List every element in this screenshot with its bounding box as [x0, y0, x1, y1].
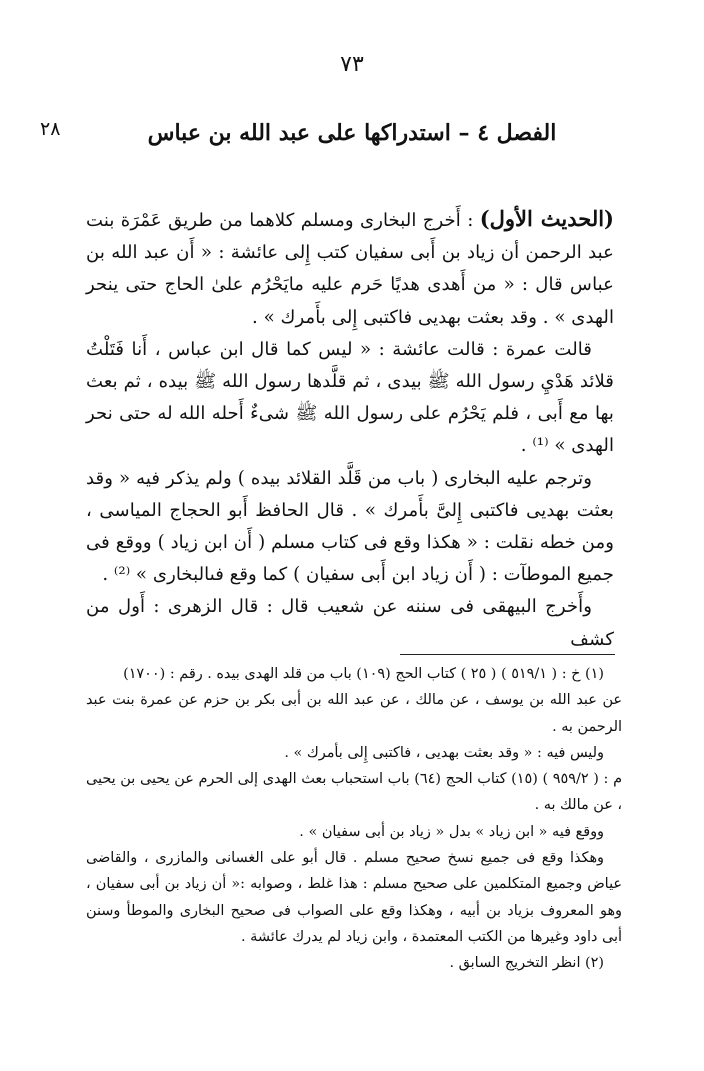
footnote-1-line-5: ووقع فيه « ابن زياد » بدل « زياد بن أبى سفيان » . — [299, 823, 604, 840]
footnote-1-line-3: وليس فيه : « وقد بعثت بهديى ، فاكتبى إِلى بأمرك » . — [284, 744, 604, 761]
footnote-1-line-2: عن عبد الله بن يوسف ، عن مالك ، عن عبد الله بن أبى بكر بن حزم عن عمرة بنت عبد الرحمن به . — [86, 692, 622, 735]
body-text — [86, 203, 614, 656]
footnotes — [86, 661, 622, 977]
side-number: ٢٨ — [40, 118, 61, 140]
paragraph-2: قالت عمرة : قالت عائشة : « ليس كما قال ابن عباس ، أَنا فَتَلْتُ قلائد هَدْيِ رسول الله ﷺ بيدى ، ثم قلَّدها رسول الله ﷺ بيده ، ثم بعث بها مع أَبى ، فلم يَحْرُم على رسول الله ﷺ شىءٌ أَحله الله له حتى نحر الهدى » ⁽¹⁾ . — [86, 338, 614, 457]
footnote-2: (٢) انظر التخريج السابق . — [449, 955, 604, 972]
chapter-title: الفصل ٤ – استدراكها على عبد الله بن عباس — [147, 120, 557, 146]
hadith-heading: (الحديث الأول) — [479, 206, 614, 231]
paragraph-1 — [86, 203, 614, 334]
footnote-1-line-1: (١) خ : ( ٥١٩/١ ) ( ٢٥ ) كتاب الحج (١٠٩) باب من قلد الهدى بيده . رقم : (١٧٠٠) — [123, 666, 604, 682]
paragraph-4: وأَخرج البيهقى فى سننه عن شعيب قال : قال الزهرى : أَول من كشف — [86, 596, 614, 650]
footnote-1-line-4: م : ( ٩٥٩/٢ ) (١٥) كتاب الحج (٦٤) باب استحباب بعث الهدى إلى الحرم عن يحيى بن يحيى ، عن مالك به . — [86, 771, 622, 814]
page-number: ٧٣ — [340, 52, 364, 77]
footnote-divider — [400, 654, 615, 655]
footnote-1-line-6: وهكذا وقع فى جميع نسخ صحيح مسلم . قال أبو على الغسانى والمازرى ، والقاضى عياض وجميع المتكلمين على صحيح مسلم : هذا غلط ، وصوابه :« أن زياد بن أبى سفيان ، وهو المعروف بزياد بن أبيه ، وهكذا وقع على الصواب فى صحيح البخارى والموطأ وسنن أبى داود وغيرها من الكتب المعتمدة ، وابن زياد لم يدرك عائشة . — [86, 850, 622, 945]
paragraph-3: وترجم عليه البخارى ( باب من قَلَّد القلائد بيده ) ولم يذكر فيه « وقد بعثت بهديى فاكتبى إِلىَّ بأَمرك » . قال الحافظ أَبو الحجاج المياسى ، ومن خطه نقلت : « هكذا وقع فى كتاب مسلم ( أَن ابن زياد ) ووقع فى جميع الموطآت : ( أَن زياد ابن أَبى سفيان ) كما وقع فىالبخارى » ⁽²⁾ . — [86, 467, 614, 586]
paragraph-1-text: : أَخرج البخارى ومسلم كلاهما من طريق عَمْرَة بنت عبد الرحمن أن زياد بن أَبى سفيان كتب إِلى عائشة : « أَن عبد الله بن عباس قال : « من أَهدى هديًا حَرم عليه مايَحْرُم علىٰ الحاج حتى ينحر الهدى » . وقد بعثت بهديى فاكتبى إِلى بأَمرك » . — [86, 210, 614, 328]
